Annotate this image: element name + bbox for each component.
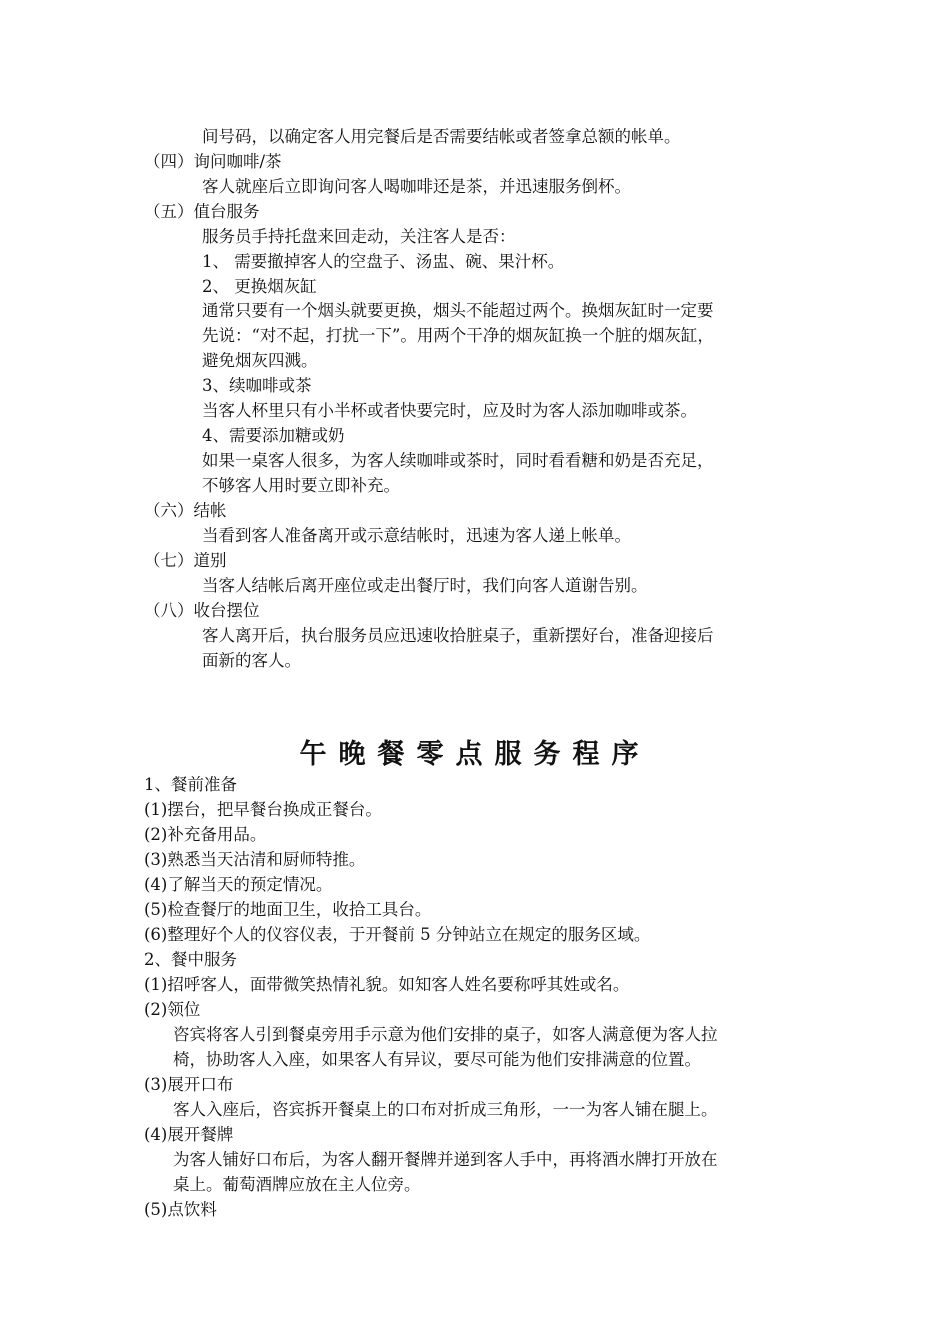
text-line: 先说：“对不起，打扰一下”。用两个干净的烟灰缸换一个脏的烟灰缸，	[202, 326, 714, 345]
section-heading: （六）结帐	[144, 501, 227, 520]
text-line: 客人就座后立即询问客人喝咖啡还是茶，并迅速服务倒杯。	[202, 177, 631, 196]
step-heading: 1、餐前准备	[144, 775, 237, 794]
list-item: (5)点饮料	[144, 1200, 217, 1219]
text-line: 客人入座后，咨宾拆开餐桌上的口布对折成三角形，一一为客人铺在腿上。	[173, 1100, 718, 1119]
text-line: 当客人杯里只有小半杯或者快要完时，应及时为客人添加咖啡或茶。	[202, 401, 697, 420]
text-line: 避免烟灰四溅。	[202, 351, 318, 370]
text-line: 椅，协助客人入座，如果客人有异议，要尽可能为他们安排满意的位置。	[173, 1050, 701, 1069]
list-item: (1)招呼客人，面带微笑热情礼貌。如知客人姓名要称呼其姓或名。	[144, 975, 630, 994]
text-line: 咨宾将客人引到餐桌旁用手示意为他们安排的桌子，如客人满意便为客人拉	[173, 1025, 718, 1044]
list-item: (2)领位	[144, 1000, 201, 1019]
text-line: 2、 更换烟灰缸	[202, 277, 317, 296]
text-line: 桌上。葡萄酒牌应放在主人位旁。	[173, 1175, 421, 1194]
list-item: (4)了解当天的预定情况。	[144, 875, 333, 894]
list-item: (3)展开口布	[144, 1075, 234, 1094]
list-item: (1)摆台，把早餐台换成正餐台。	[144, 800, 382, 819]
list-item: (6)整理好个人的仪容仪表，于开餐前 5 分钟站立在规定的服务区域。	[144, 925, 651, 944]
text-line: 面新的客人。	[202, 651, 301, 670]
section-heading: （五）值台服务	[144, 202, 260, 221]
text-line: 3、续咖啡或茶	[202, 376, 312, 395]
text-line: 不够客人用时要立即补充。	[202, 476, 400, 495]
step-heading: 2、餐中服务	[144, 950, 237, 969]
section-heading: （四）询问咖啡/茶	[144, 152, 282, 171]
text-line: 服务员手持托盘来回走动，关注客人是否：	[202, 227, 516, 246]
text-line: 1、 需要撤掉客人的空盘子、汤盅、碗、果汁杯。	[202, 252, 565, 271]
text-line: 如果一桌客人很多，为客人续咖啡或茶时，同时看看糖和奶是否充足，	[202, 451, 714, 470]
text-line: 4、需要添加糖或奶	[202, 426, 345, 445]
text-line: 当看到客人准备离开或示意结帐时，迅速为客人递上帐单。	[202, 526, 631, 545]
section-heading: （八）收台摆位	[144, 601, 260, 620]
list-item: (2)补充备用品。	[144, 825, 267, 844]
text-line: 为客人铺好口布后，为客人翻开餐牌并递到客人手中，再将酒水牌打开放在	[173, 1150, 718, 1169]
text-line: 当客人结帐后离开座位或走出餐厅时，我们向客人道谢告别。	[202, 576, 648, 595]
text-line: 客人离开后，执台服务员应迅速收拾脏桌子，重新摆好台，准备迎接后	[202, 626, 714, 645]
list-item: (4)展开餐牌	[144, 1125, 234, 1144]
section-heading: （七）道别	[144, 551, 227, 570]
page-title: 午晚餐零点服务程序	[299, 739, 651, 770]
list-item: (3)熟悉当天沽清和厨师特推。	[144, 850, 366, 869]
text-line: 间号码，以确定客人用完餐后是否需要结帐或者签拿总额的帐单。	[202, 127, 681, 146]
list-item: (5)检查餐厅的地面卫生，收拾工具台。	[144, 900, 432, 919]
text-line: 通常只要有一个烟头就要更换，烟头不能超过两个。换烟灰缸时一定要	[202, 301, 714, 320]
